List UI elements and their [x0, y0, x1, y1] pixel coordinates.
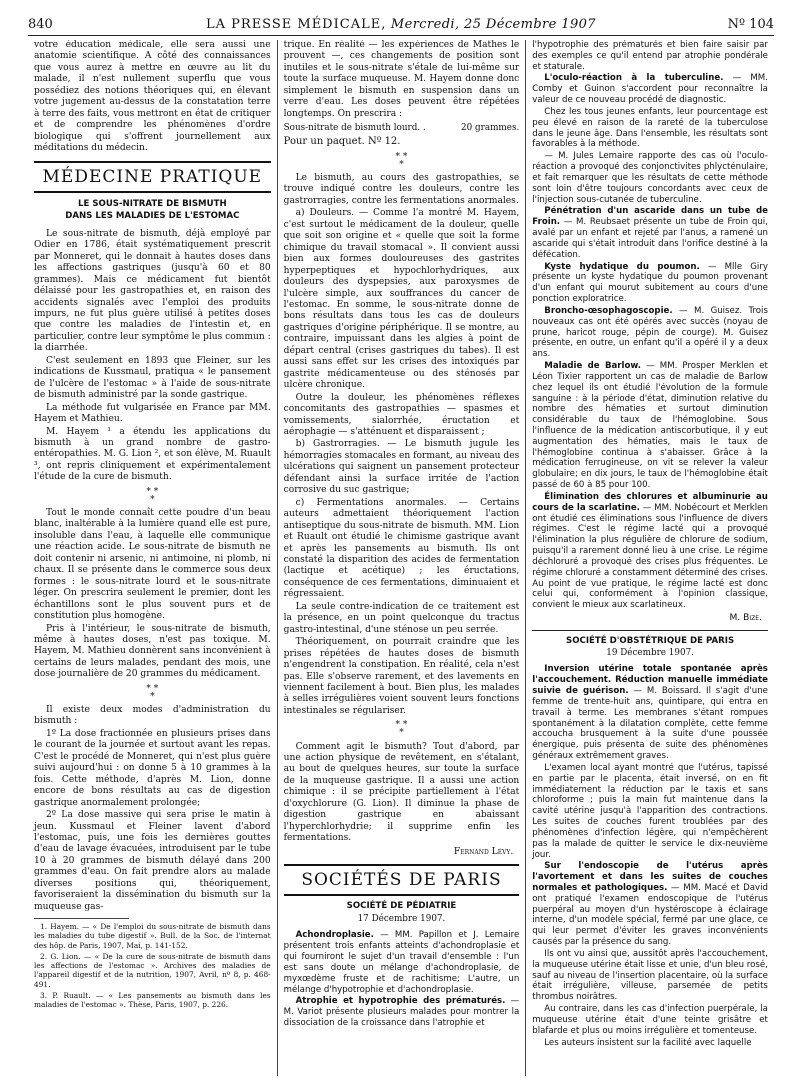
report-body: — MM. Comby et Guinon s'accordent pour reconnaître la valeur de ce nouveau procédé de diagnostic.: [532, 73, 768, 106]
article-title-line: DANS LES MALADIES DE L'ESTOMAC: [65, 211, 240, 222]
report-item: [532, 664, 768, 761]
footnote-rule: [34, 918, 129, 919]
section-divider: [532, 630, 768, 631]
report-body: — MM. Macé et David ont pratiqué l'examen endoscopique de l'utérus puerpéral au moyen d'un hystéroscope à éclairage interne, d'un modèle spécial, fermé par une glace, ce qui leur permet d'éviter les graves inconvénients causés par la présence du sang.: [532, 882, 768, 948]
report-item: [532, 361, 768, 491]
page-number: 840: [28, 17, 53, 32]
report-item: [532, 306, 768, 360]
paragraph: Comment agit le bismuth? Tout d'abord, par une action physique de revêtement, en s'étalant, au bout de quelques heures, sur toute la surface de la muqueuse gastrique. Il a aussi une action chimique : il se précipite partiellement à l'état d'oxychlorure (G. Lion). Il diminue la phase de digestion gastrique en abaissant l'hyperchlorhydrie; il supprime enfin les fermentations.: [283, 741, 520, 844]
section-title: SOCIÉTÉS DE PARIS: [301, 870, 502, 891]
society-title: SOCIÉTÉ D'OBSTÉTRIQUE DE PARIS: [566, 635, 735, 646]
report-body: — M. Guisez. Trois nouveaux cas ont été opérés avec succès (noyau de prune, haricot rouge, pépin de courge). M. Guisez présente, en outre, un enfant qu'il a opéré il y a deux ans.: [532, 305, 768, 360]
paragraph: c) Fermentations anormales. — Certains auteurs admettaient théoriquement l'action antiseptique du sous-nitrate de bismuth. MM. Lion et Ruault ont étudié le chimisme gastrique avant et après les pansements au bismuth. Ils ont constaté la disparition des acides de fermentation (lactique et acétique) ; les éructations, conséquence de ces fermentations, diminuaient et régressaient.: [283, 497, 520, 600]
society-title: SOCIÉTÉ DE PÉDIATRIE: [346, 901, 457, 912]
issue-date: Mercredi, 25 Décembre 1907: [390, 17, 596, 32]
report-title: Pénétration d'un ascaride dans un tube de Froin.: [532, 206, 768, 228]
paragraph: — M. Jules Lemaire rapporte des cas où l'oculo-réaction a provoqué des conjonctivites phlycténulaire, et fait remarquer que les résultats de cette méthode sont loin d'être toujours concordants avec ceux de l'injection sous-cutanée de tuberculine.: [532, 151, 768, 205]
asterism: * * *: [146, 486, 159, 505]
society-date: 19 Décembre 1907.: [606, 648, 694, 659]
prescription-packet: Pour un paquet. Nº 12.: [283, 136, 401, 148]
asterism: * * *: [146, 683, 159, 702]
society-reports: [532, 40, 768, 625]
report-item: [532, 262, 768, 305]
article-title: [34, 198, 271, 223]
paragraph: Au contraire, dans les cas d'infection puerpérale, la muqueuse utérine était d'une teinte grisâtre et blafarde et plus ou moins irrégulière et tomenteuse.: [532, 1004, 768, 1036]
report-signature: M. Bize.: [729, 613, 762, 624]
report-title: Inversion utérine totale spontanée après l'accouchement. Réduction manuelle immédiate suivie de guérison.: [532, 664, 768, 697]
paragraph: M. Hayem ¹ a étendu les applications du bismuth à un grand nombre de gastro-entéropathies. M. G. Lion ², et son élève, M. Ruault ³, ont repris cliniquement et expérimentalement l'étude de la cure de bismuth.: [34, 426, 271, 483]
paragraph: trique. En réalité — les expériences de Mathes le prouvent —, ces changements de position sont inutiles et le sous-nitrate s'étale de lui-même sur toute la surface muqueuse. M. Hayem donne donc simplement le bismuth en suspension dans un verre d'eau. Les doses peuvent être répétées longtemps. On prescrira :: [283, 40, 520, 119]
asterism: * * *: [395, 720, 408, 739]
paragraph: Ils ont vu ainsi que, aussitôt après l'accouchement, la muqueuse utérine était lisse et unie, d'un bleu rosé, sauf au niveau de l'insertion placentaire, où la surface était irrégulière, villeuse, parsemée de petits thrombus noirâtres.: [532, 948, 768, 1003]
paragraph: L'examen local ayant montré que l'utérus, tapissé en partie par le placenta, était inversé, on en fit immédiatement la réduction par le taxis et sans chloroforme ; puis la main fut maintenue dans la cavité utérine jusqu'à l'apparition des contractions. Les suites de couches furent troublées par des phénomènes d'infection légère, qui n'empêchèrent pas la malade de quitter le service le dix-neuvième jour.: [532, 762, 768, 860]
report-title: Élimination des chlorures et albuminurie au cours de la scarlatine.: [532, 491, 768, 513]
report-item: [532, 206, 768, 260]
issue-number: Nº 104: [727, 17, 774, 32]
report-title: Sur l'endoscopie de l'utérus après l'avortement et dans les suites de couches normales et pathologiques.: [532, 861, 768, 893]
footnote: 3. P. Ruault. — « Les pansements au bismuth dans les maladies de l'estomac ». Thèse, Paris, 1907, p. 226.: [34, 990, 271, 1010]
paragraph: Chez les tous jeunes enfants, leur pourcentage est peu élevé en raison de la rareté de la tuberculose dans le jeune âge. Dans l'ensemble, les résultats sont favorables à la méthode.: [532, 106, 768, 150]
report-body: — Mlle Giry présente un kyste hydatique du poumon provenant d'un enfant qui mourut subitement au cours d'une ponction exploratrice.: [532, 261, 768, 305]
report-title: Kyste hydatique du poumon.: [544, 261, 700, 272]
paragraph: La seule contre-indication de ce traitement est la présence, en un point quelconque du tractus gastro-intestinal, d'une sténose un peu serrée.: [283, 601, 520, 635]
article-signature: Fernand Lévy.: [453, 846, 514, 857]
section-heading-box: [34, 161, 271, 193]
paragraph: Outre la douleur, les phénomènes réflexes concomitants des gastropathies — spasmes et vomissements, sialorrhée, éructation et aérophagie — s'atténuent et disparaissent ;: [283, 392, 520, 437]
paragraph: Tout le monde connaît cette poudre d'un beau blanc, inaltérable à la lumière quand elle est pure, insoluble dans l'eau, à laquelle elle communique une réaction acide. Le sous-nitrate de bismuth ne doit contenir ni arsenic, ni antimoine, ni plomb, ni chaux. Il se présente dans le commerce sous deux formes : le sous-nitrate lourd et le sous-nitrate léger. On prescrira seulement le premier, dont les échantillons sont le plus souvent purs et de constitution plus homogène.: [34, 508, 271, 622]
paragraph: La méthode fut vulgarisée en France par MM. Hayem et Mathieu.: [34, 402, 271, 425]
report-body: — MM. Prosper Merklen et Léon Tixier rapportent un cas de maladie de Barlow chez lequel ils ont étudié l'évolution de la formule sanguine : à la période d'état, diminution relative du nombre des hématies et surtout diminution considérable du taux de l'hémoglobine. Sous l'influence de la médication antiscorbutique, il y eut augmentation des hématies, mais le taux de l'hémoglobine continua à s'abaisser. Grâce à la médication ferrugineuse, on vit se relever la valeur globulaire; en dix jours, le taux de l'hémoglobine était passé de 60 à 85 pour 100.: [532, 361, 768, 491]
paragraph: Pris à l'intérieur, le sous-nitrate de bismuth, même à hautes doses, n'est pas toxique. M. Hayem, M. Mathieu donnèrent sans inconvénient à certains de leurs malades, pendant des mois, une dose journalière de 20 grammes du médicament.: [34, 623, 271, 680]
paragraph: Il existe deux modes d'administration du bismuth :: [34, 704, 271, 727]
society-date: 17 Décembre 1907.: [357, 914, 446, 925]
report-item: [284, 996, 520, 1028]
page-header: [28, 12, 774, 36]
section-title: MÉDECINE PRATIQUE: [42, 166, 263, 187]
paragraph: 2º La dose massive qui sera prise le matin à jeun. Kussmaul et Fleiner lavent d'abord l'estomac, puis, une fois les dernières gouttes d'eau de lavage évacuées, introduisent par le tube 10 à 20 grammes de bismuth délayé dans 200 grammes d'eau. On fait prendre alors au malade diverses positions qui, théoriquement, favoriseraient la dissémination du bismuth sur la muqueuse gas-: [34, 810, 271, 912]
report-item: [532, 492, 768, 611]
column-3: [525, 40, 774, 1076]
paragraph: Les auteurs insistent sur la facilité avec laquelle: [544, 1037, 752, 1048]
report-title: L'oculo-réaction à la tuberculine.: [544, 73, 724, 84]
paragraph: l'hypotrophie des prématurés et bien faire saisir par des exemples ce qu'il entend par atrophie pondérale et staturale.: [532, 40, 768, 72]
column-2: [277, 40, 526, 1076]
footnote: 2. G. Lion. — « De la cure de sous-nitrate de bismuth dans les affections de l'estomac ». Archives des maladies de l'appareil digestif et de la nutrition, 1907, Avril, nº 8, p. 468-491.: [34, 951, 271, 989]
paragraph: votre éducation médicale, elle sera aussi une anatomie scientifique. A côté des connaissances que vous aurez à mettre en œuvre au lit du malade, il n'est nullement superflu que vous possédiez des notions théoriques qui, en élevant votre jugement au-dessus de la constatation terre à terre des faits, vous mettront en état de critiquer et de comprendre les phénomènes d'ordre biologique qui s'offrent journellement aux méditations du médecin.: [34, 40, 271, 154]
paragraph: a) Douleurs. — Comme l'a montré M. Hayem, c'est surtout le médicament de la douleur, quelle que soit son origine et « quelle que soit la forme chimique du travail stomacal ». Il convient aussi bien aux formes douloureuses des gastrites hyperpeptiques et hypochlorhydriques, aux douleurs des dyspepsies, aux paroxysmes de l'ulcère simple, aux souffrances du cancer de l'estomac. En somme, le sous-nitrate donne de bons résultats dans tous les cas de douleurs gastriques d'origine périphérique. Il se montre, au contraire, impuissant dans les algies à point de départ central (crises gastriques du tabes). Il est aussi sans effet sur les crises des intoxiqués par gastrite médicamenteuse ou des sténosés par ulcère chronique.: [283, 208, 520, 391]
report-item: [284, 930, 520, 995]
article-title-line: LE SOUS-NITRATE DE BISMUTH: [77, 198, 227, 209]
prescription-quantity: 20 grammes.: [461, 123, 520, 134]
report-item: [532, 73, 768, 105]
section-heading-box: [284, 864, 520, 896]
paragraph: b) Gastrorragies. — Le bismuth jugule les hémorragies stomacales en formant, au niveau des ulcérations qui saignent un pansement protecteur défendant ainsi la surface irritée de l'action corrosive du suc gastrique;: [283, 439, 520, 496]
report-body: — M. Variot présente plusieurs malades pour montrer la dissociation de la croissance dans l'atrophie et: [283, 996, 520, 1028]
journal-name: LA PRESSE MÉDICALE,: [206, 17, 387, 32]
report-title: Maladie de Barlow.: [544, 361, 642, 372]
report-title: Atrophie et hypotrophie des prématurés.: [295, 996, 506, 1007]
report-body: — M. Boissard. Il s'agit d'une femme de trente-huit ans, quintipare, qui entra en travail à terme. Les membranes s'étant rompues spontanément à la dilatation complète, cette femme accoucha brusquement à la suite d'une poussée énergique, puis présenta de suite des phénomènes généraux extrêmement graves.: [532, 686, 768, 762]
society-reports: [532, 664, 768, 1048]
paragraph: 1º La dose fractionnée en plusieurs prises dans le courant de la journée et surtout avant les repas. C'est le procédé de Monneret, qui n'est plus guère suivi aujourd'hui : on donne 5 à 10 grammes à la fois. Cette méthode, d'après M. Lion, donne encore de bons résultats au cas de digestion gastrique anormalement prolongée;: [34, 728, 271, 808]
report-item: [532, 861, 768, 948]
column-1: [28, 40, 277, 1076]
report-body: — M. Reubsaet présente un tube de Froin qui, avalé par un enfant et rejeté par l'anus, a ramené un ascaride qui s'était introduit dans l'orifice destiné à la défécation.: [532, 217, 768, 260]
paragraph: Le sous-nitrate de bismuth, déjà employé par Odier en 1786, était systématiquement prescrit par Monneret, qui le donnait à hautes doses dans les affections gastriques (jusqu'à 60 et 80 grammes). Mais ce médicament fut bientôt délaissé pour les gastropathies et, en raison des accidents signalés avec l'emploi des produits impurs, ne fut plus guère utilisé à petites doses que contre les maladies de l'intestin et, en particulier, contre leur symptôme le plus commun : la diarrhée.: [34, 228, 271, 354]
report-title: Broncho-œsophagoscopie.: [544, 305, 673, 316]
report-title: Achondroplasie.: [295, 930, 374, 941]
prescription: [284, 123, 520, 149]
society-reports: [284, 930, 520, 1028]
paragraph: Théoriquement, on pourrait craindre que les prises répétées de hautes doses de bismuth n'engendrent la constipation. En réalité, cela n'est pas. Elle s'observe rarement, et des lavements en viennent facilement à bout. Bien plus, les malades à selles irrégulières voient souvent leurs fonctions intestinales se régulariser.: [283, 637, 520, 716]
masthead: [118, 17, 684, 32]
prescription-item: Sous-nitrate de bismuth lourd. .: [283, 123, 426, 134]
paragraph: C'est seulement en 1893 que Fleiner, sur les indications de Kussmaul, pratiqua « le pansement de l'ulcère de l'estomac » à l'aide de sous-nitrate de bismuth administré par la sonde gastrique.: [34, 355, 271, 401]
report-body: — MM. Papillon et J. Lemaire présentent trois enfants atteints d'achondroplasie et qui fourniront le sujet d'un travail d'ensemble : l'un est sans doute un mélange d'achondroplasie, de myxœdème fruste et de rachitisme; L'autre, un mélange d'hypotrophie et d'achondroplasie.: [283, 930, 520, 995]
asterism: * * *: [395, 151, 408, 170]
paragraph: Le bismuth, au cours des gastropathies, se trouve indiqué contre les douleurs, contre les gastrorragies, contre les fermentations anormales.: [283, 173, 520, 206]
page-columns: [28, 40, 774, 1076]
report-body: — MM. Nobécourt et Merklen ont étudié ces éliminations sous l'influence de divers régimes. C'est le régime lacté qui a provoqué l'élimination la plus régulière de chlorure de sodium, puisqu'il a rarement donné lieu à une crise. Le régime déchloruré a provoqué des crises plus fréquentes. Le régime chloruré a constamment déterminé des crises. Au point de vue pratique, le régime lacté est donc celui qui, conformément à l'opinion classique, convient le mieux aux scarlatineux.: [532, 502, 768, 611]
footnote: 1. Hayem. — « De l'emploi du sous-nitrate de bismuth dans les maladies du tube digestif ». Bull. de la Soc. de l'internat des hôp. de Paris, 1907, Mai, p. 141-152.: [34, 922, 271, 950]
